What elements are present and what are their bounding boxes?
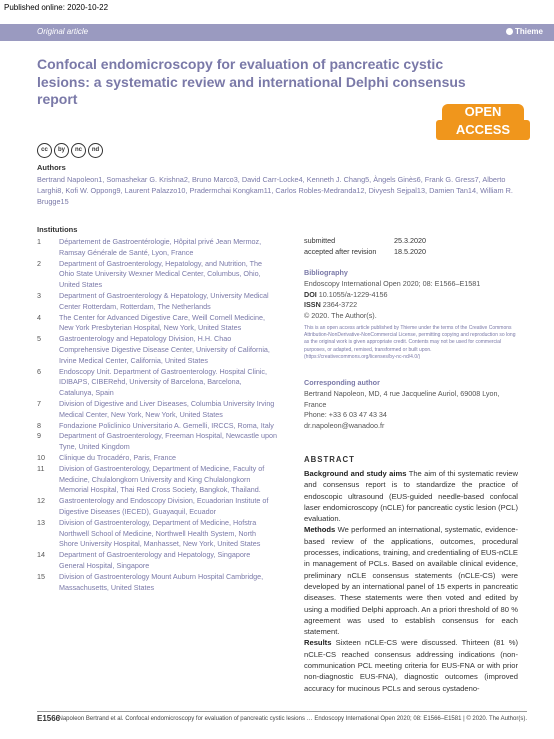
doi-link[interactable]: 10.1055/a-1229-4156 xyxy=(318,289,388,299)
open-access-line2: ACCESS xyxy=(436,120,530,140)
background-label: Background and study aims xyxy=(304,469,407,478)
institution-number: 4 xyxy=(37,312,41,322)
thieme-logo-icon xyxy=(506,28,513,35)
article-title: Confocal endomicroscopy for evaluation of pancreatic cystic lesions: a systematic review and international Delphi consensus report xyxy=(37,56,466,107)
issn-label: ISSN xyxy=(304,300,321,310)
institution-item xyxy=(37,334,277,366)
institution-text: Department of Gastroenterology and Hepatology, Singapore General Hospital, Singapore xyxy=(59,550,251,570)
header-band xyxy=(0,24,554,41)
publisher-logo xyxy=(506,27,543,36)
institution-number: 1 xyxy=(37,237,41,246)
institution-text: The Center for Advanced Digestive Care, Weill Cornell Medicine, New York Presbyterian Hospital, New York, United States xyxy=(59,312,266,333)
methods-text: We performed an international, systematic, evidence-based review of the applications, outcomes, procedural processes, indications, training, and credentialing of EUS-nCLE in management of PCLs. Based on available clinical evidence, preliminary nCLE consensus statements (nCLE-CS) were developed by an international panel of 15 experts in pancreatic diseases. These statements were then voted and edited by using a modified Delphi approach. An a priori threshold of 80 % agreement was used to establish consensus for each statement. xyxy=(304,525,518,637)
institution-text: Endoscopy Unit. Department of Gastroenterology. Hospital Clinic, IDIBAPS, CIBERehd, University of Barcelona, Barcelona, Catalunya, Spain xyxy=(59,366,268,398)
institution-number: 7 xyxy=(37,398,41,408)
authors-heading: Authors xyxy=(37,163,66,172)
institution-item xyxy=(37,496,277,518)
institution-number: 14 xyxy=(37,550,45,560)
institution-item xyxy=(37,259,277,291)
institution-text: Department of Gastroenterology, Freeman Hospital, Newcastle upon Tyne, United Kingdom xyxy=(59,431,277,452)
results-text: Sixteen nCLE-CS were discussed. Thirteen (81 %) nCLE-CS reached consensus addressing indications (non-communication PCL meeting criteria for EUS-FNA or with prior non-diagnostic EUS-FNA), diagnostic outcomes (improved accuracy for mucinous PCLs and serous cystadeno- xyxy=(304,638,518,693)
nc-icon: nc xyxy=(71,143,86,158)
institution-text: Clinique du Trocadéro, Paris, France xyxy=(59,452,177,462)
institution-text: Division of Digestive and Liver Diseases, Columbia University Irving Medical Center, New York, New York, United States xyxy=(59,398,275,419)
institution-number: 15 xyxy=(37,571,45,581)
institution-number: 10 xyxy=(37,452,45,462)
accepted-label: accepted after revision xyxy=(304,246,377,256)
copyright: © 2020. The Author(s). xyxy=(304,311,377,321)
submitted-label: submitted xyxy=(304,236,336,245)
license-text: This is an open access article published by Thieme under the terms of the Creative Commons Attribution-NonDerivative-NonCommercial License, permitting copying and reproduction so long as the original work is given appropriate credit. Contents may not be used for commercial purposes, or adapted, remixed, transformed or built upon. (https://creativecommons.org/licenses/by-nc-nd/4.0/) xyxy=(304,324,516,360)
institution-item xyxy=(37,421,277,432)
institution-text: Gastroenterology and Hepatology Division, H.H. Chao Comprehensive Digestive Disease Center, University of California, Irvine Medical Center, California, United States xyxy=(59,334,270,365)
institution-item xyxy=(37,453,277,464)
cc-icon: cc xyxy=(37,143,52,158)
nd-icon: nd xyxy=(88,143,103,158)
footer-rule xyxy=(37,711,527,712)
page-number: E1566 xyxy=(37,714,61,723)
institution-number: 2 xyxy=(37,258,41,268)
open-access-line1: OPEN xyxy=(442,104,524,120)
correspondence-heading: Corresponding author xyxy=(304,378,380,387)
institution-text: Gastroenterology and Endoscopy Division, Ecuadorian Institute of Digestive Diseases (IECED), Guayaquil, Ecuador xyxy=(59,496,269,516)
institution-text: Department of Gastroenterology, Hepatology, and Nutrition, The Ohio State University Wexner Medical Center, Columbus, Ohio, United States xyxy=(59,258,262,290)
doi-label: DOI xyxy=(304,289,317,299)
institutions-heading: Institutions xyxy=(37,225,78,234)
license-icons xyxy=(37,143,103,158)
citation: Endoscopy International Open 2020; 08: E1566–E1581 xyxy=(304,278,481,288)
institution-item xyxy=(37,367,277,399)
article-type: Original article xyxy=(37,27,89,36)
institution-text: Division of Gastroenterology Mount Auburn Hospital Cambridge, Massachusetts, United States xyxy=(59,571,264,592)
institution-number: 3 xyxy=(37,290,41,300)
institution-number: 8 xyxy=(37,420,41,430)
bibliography xyxy=(304,268,518,361)
published-date: Published online: 2020-10-22 xyxy=(4,3,109,12)
correspondence-email[interactable]: dr.napoleon@wanadoo.fr xyxy=(304,421,385,431)
institution-number: 5 xyxy=(37,334,41,344)
publisher-name: Thieme xyxy=(514,27,543,36)
submitted-date: 25.3.2020 xyxy=(394,236,426,245)
institution-number: 9 xyxy=(37,431,41,441)
correspondence-phone: Phone: +33 6 03 47 43 34 xyxy=(304,410,387,420)
institution-item xyxy=(37,291,277,313)
issn: 2364-3722 xyxy=(322,300,358,310)
correspondence-address: Bertrand Napoleon, MD, 4 rue Jacqueline Auriol, 69008 Lyon, France xyxy=(304,388,500,409)
footer-citation: Napoleon Bertrand et al. Confocal endomicroscopy for evaluation of pancreatic cystic lesions … Endoscopy International Open 2020; 08: E1566–E1581 | © 2020. The Author(s). xyxy=(58,716,527,722)
institution-item xyxy=(37,518,277,550)
results-label: Results xyxy=(304,638,332,648)
institution-item xyxy=(37,237,277,259)
submission-dates xyxy=(304,236,518,258)
institution-item xyxy=(37,550,277,572)
institution-item xyxy=(37,399,277,421)
institution-text: Fondazione Policlinico Universitario A. Gemelli, IRCCS, Roma, Italy xyxy=(59,420,274,430)
by-icon: by xyxy=(54,143,69,158)
institution-number: 11 xyxy=(37,463,45,473)
bibliography-heading: Bibliography xyxy=(304,268,348,277)
accepted-date: 18.5.2020 xyxy=(394,246,426,256)
institution-number: 6 xyxy=(37,366,41,376)
institution-item xyxy=(37,572,277,594)
methods-label: Methods xyxy=(304,525,336,535)
institution-text: Department of Gastroenterology & Hepatology, University Medical Center Rotterdam, Rotterdam, The Netherlands xyxy=(59,290,269,311)
abstract-body xyxy=(304,468,518,694)
institution-text: Division of Gastroenterology, Department of Medicine, Faculty of Medicine, Chulalongkorn University and King Chulalongkorn Memorial Hospital, Thai Red Cross Society, Bangkok, Thailand. xyxy=(59,463,265,495)
institution-item xyxy=(37,431,277,453)
authors-list: Bertrand Napoleon1, Somashekar G. Krishna2, Bruno Marco3, David Carr-Locke4, Kenneth J. Chang5, Àngels Ginès6, Frank G. Gress7, Alberto Larghi8, Kofi W. Oppong9, Laurent Palazzo10, Pradermchai Kongkam11, Carlos Robles-Medranda12, Divyesh Sejpal13, Damien Tan14, William R. Brugge15 xyxy=(37,175,513,206)
institution-item xyxy=(37,464,277,496)
institution-number: 12 xyxy=(37,496,45,506)
institution-text: Département de Gastroentérologie, Hôpital privé Jean Mermoz, Ramsay Générale de Santé, Lyon, France xyxy=(59,237,262,257)
background-text: The aim of thi systematic review and consensus report is to standardize the practice of endoscopic ultrasound (EUS-guided needle-based confocal laser endomicroscopy (nCLE) for pancreatic cystic lesion (PCL) evaluation. xyxy=(304,469,518,524)
institutions-list xyxy=(37,237,277,593)
open-access-badge xyxy=(436,104,530,140)
institution-number: 13 xyxy=(37,517,45,527)
abstract-heading: ABSTRACT xyxy=(304,455,355,464)
institution-item xyxy=(37,313,277,335)
institution-text: Division of Gastroenterology, Department of Medicine, Hofstra Northwell School of Medicine, Northwell Health System, North Shore University Hospital, Manhasset, New York, United States xyxy=(59,517,261,549)
correspondence xyxy=(304,378,518,432)
